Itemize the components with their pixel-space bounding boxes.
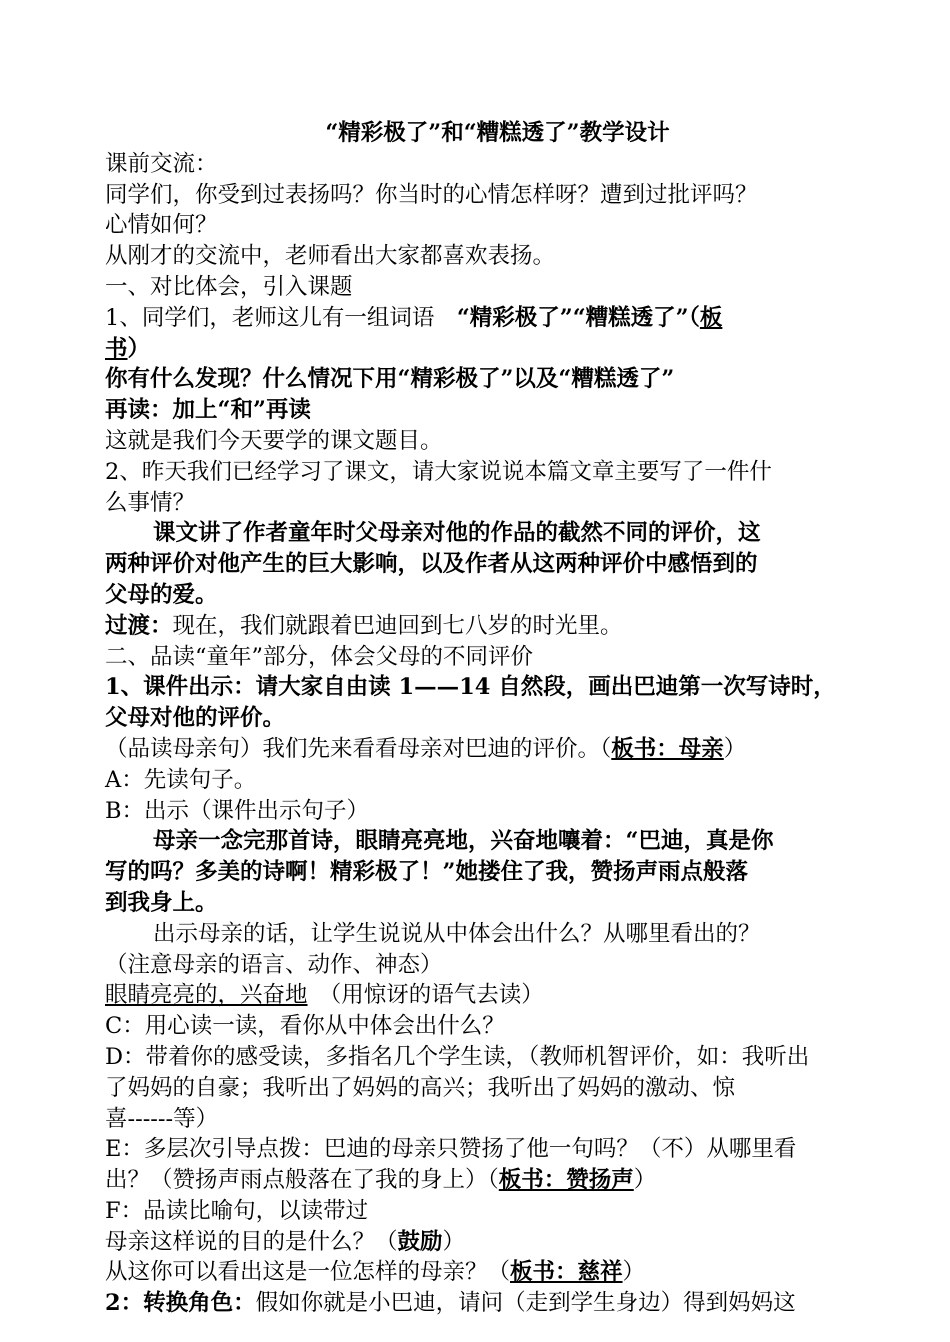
text-segment: ） xyxy=(622,1259,646,1286)
text-line xyxy=(105,1288,850,1319)
text-line: 2、昨天我们已经学习了课文，请大家说说本篇文章主要写了一件什 xyxy=(105,458,772,485)
text-segment: ） xyxy=(723,735,747,762)
underlined-phrase: 眼睛亮亮的，兴奋地 xyxy=(105,982,308,1009)
text-segment: 现在，我们就跟着巴迪回到七八岁的时光里。 xyxy=(172,612,623,639)
text-segment: 出？（赞扬声雨点般落在了我的身上）（ xyxy=(105,1167,499,1194)
text-line xyxy=(105,1257,850,1288)
text-line: 从刚才的交流中，老师看出大家都喜欢表扬。 xyxy=(105,243,556,270)
step-label: 2：转换角色： xyxy=(105,1290,256,1317)
text-line: （注意母亲的语言、动作、神态） xyxy=(105,951,443,978)
text-line: 父母的爱。 xyxy=(105,581,218,608)
transition-label: 过渡： xyxy=(105,612,173,639)
text-line: 两种评价对他产生的巨大影响，以及作者从这两种评价中感悟到的 xyxy=(105,551,758,578)
document-page xyxy=(105,118,850,1319)
text-line: 课前交流： xyxy=(105,150,218,177)
text-line: 母亲一念完那首诗，眼睛亮亮地，兴奋地嚷着：“巴迪，真是你 xyxy=(153,828,774,855)
text-line: 再读：加上“和”再读 xyxy=(105,397,311,424)
section-heading: 一、对比体会，引入课题 xyxy=(105,273,353,300)
text-line: 你有什么发现？什么情况下用“精彩极了”以及“糟糕透了” xyxy=(105,366,675,393)
text-segment: 1、同学们，老师这儿有一组词语 xyxy=(105,304,457,331)
text-segment: 母亲这样说的目的是什么？（ xyxy=(105,1228,398,1255)
text-segment: 假如你就是小巴迪，请问（走到学生身边）得到妈妈这 xyxy=(255,1290,796,1317)
text-line: 出示母亲的话，让学生说说从中体会出什么？从哪里看出的？ xyxy=(153,920,761,947)
text-line: 课文讲了作者童年时父母亲对他的作品的截然不同的评价，这 xyxy=(153,520,761,547)
text-line xyxy=(105,1227,850,1258)
text-line: 1、课件出示：请大家自由读 1——14 自然段，画出巴迪第一次写诗时， xyxy=(105,674,836,701)
keyword-text: “精彩极了”“糟糕透了”（ xyxy=(456,304,700,331)
board-note: 板书：慈祥 xyxy=(510,1259,623,1286)
section-heading: 二、品读“童年”部分，体会父母的不同评价 xyxy=(105,643,534,670)
text-line xyxy=(105,334,850,365)
text-line: 写的吗？多美的诗啊！精彩极了！”她搂住了我，赞扬声雨点般落 xyxy=(105,859,748,886)
text-segment: （用惊讶的语气去读） xyxy=(307,982,544,1009)
text-line xyxy=(105,1165,850,1196)
text-line: 到我身上。 xyxy=(105,889,218,916)
text-line xyxy=(105,734,850,765)
text-line: 父母对他的评价。 xyxy=(105,705,286,732)
text-line: B：出示（课件出示句子） xyxy=(105,797,370,824)
board-note: 板书：赞扬声 xyxy=(498,1167,634,1194)
text-segment: ） xyxy=(633,1167,657,1194)
board-note: 板 xyxy=(699,304,723,331)
text-line: 这就是我们今天要学的课文题目。 xyxy=(105,427,443,454)
text-line: E：多层次引导点拨：巴迪的母亲只赞扬了他一句吗？（不）从哪里看 xyxy=(105,1136,797,1163)
text-line: 同学们，你受到过表扬吗？你当时的心情怎样呀？遭到过批评吗？ xyxy=(105,181,758,208)
text-line xyxy=(105,611,850,642)
text-line xyxy=(105,303,850,334)
keyword-text: 鼓励 xyxy=(397,1228,443,1255)
text-segment: 从这你可以看出这是一位怎样的母亲？（ xyxy=(105,1259,511,1286)
document-title: “精彩极了”和“糟糕透了”教学设计 xyxy=(325,120,670,146)
text-segment: （品读母亲句）我们先来看看母亲对巴迪的评价。（ xyxy=(105,735,612,762)
text-segment: ） xyxy=(442,1228,466,1255)
text-line: D：带着你的感受读，多指名几个学生读，（教师机智评价，如：我听出 xyxy=(105,1043,810,1070)
text-segment: ） xyxy=(127,335,151,362)
board-note: 书 xyxy=(105,335,128,362)
text-line: C：用心读一读，看你从中体会出什么？ xyxy=(105,1013,505,1040)
text-line: 心情如何？ xyxy=(105,212,218,239)
text-line: A：先读句子。 xyxy=(105,766,257,793)
text-line xyxy=(105,980,850,1011)
text-line: F：品读比喻句，以读带过 xyxy=(105,1197,369,1224)
board-note: 板书：母亲 xyxy=(611,735,724,762)
text-line: 喜------等） xyxy=(105,1105,219,1132)
text-line: 了妈妈的自豪；我听出了妈妈的高兴；我听出了妈妈的激动、惊 xyxy=(105,1074,736,1101)
text-line: 么事情？ xyxy=(105,489,196,516)
